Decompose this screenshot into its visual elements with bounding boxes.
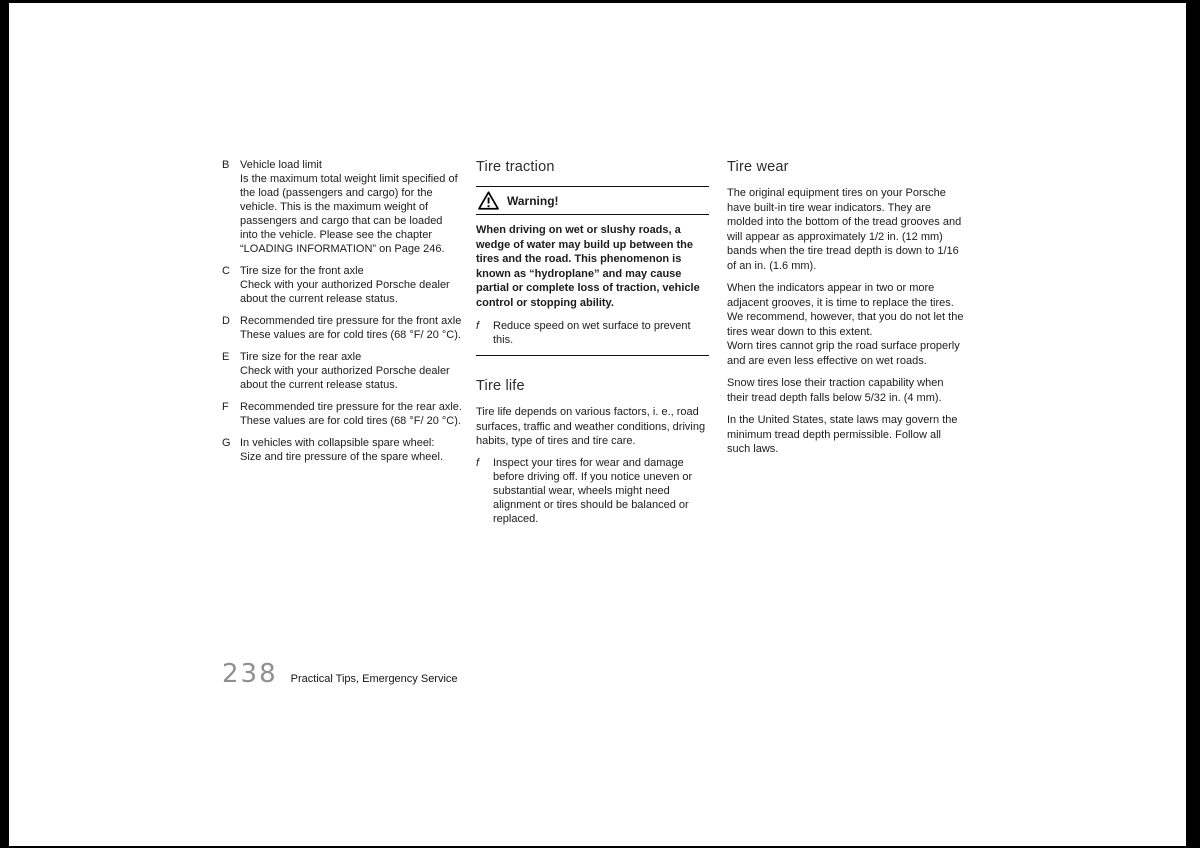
legend-key: G <box>222 437 231 449</box>
legend-body: Check with your authorized Porsche dealer about the current release status. <box>240 365 450 391</box>
legend-item-g <box>222 436 462 464</box>
action-bullet: f <box>476 456 480 469</box>
warning-triangle-icon <box>478 191 499 210</box>
legend-body: These values are for cold tires (68 °F/ 20 °C). <box>240 415 461 427</box>
action-bullet: f <box>476 320 480 332</box>
legend-item-d <box>222 314 462 342</box>
section-heading-tire-wear: Tire wear <box>727 159 789 175</box>
legend-body: Size and tire pressure of the spare wheel. <box>240 451 444 463</box>
page-footer <box>222 660 458 688</box>
scan-edge-left <box>0 0 9 848</box>
tire-wear-paragraph: In the United States, state laws may govern the minimum tread depth permissible. Follow all such laws. <box>727 414 958 455</box>
legend-title: Recommended tire pressure for the front axle <box>240 315 462 327</box>
warning-rule-bottom <box>476 355 709 356</box>
legend-title: Tire size for the rear axle <box>240 351 362 363</box>
action-item <box>476 312 709 355</box>
legend-item-c <box>222 264 462 306</box>
legend-key: D <box>222 315 230 327</box>
legend-key: C <box>222 265 230 277</box>
legend-title: Vehicle load limit <box>240 159 322 171</box>
legend-item-f <box>222 400 462 428</box>
scan-edge-top <box>0 0 1200 3</box>
action-text: Reduce speed on wet surface to prevent this. <box>493 320 691 346</box>
tire-life-section <box>476 377 709 534</box>
tire-wear-paragraph: Worn tires cannot grip the road surface properly and are even less effective on wet roads. <box>727 340 960 367</box>
scan-edge-right <box>1186 0 1200 848</box>
legend-column <box>222 158 462 472</box>
warning-title: Warning! <box>507 193 559 208</box>
legend-title: Recommended tire pressure for the rear axle. <box>240 401 462 413</box>
tire-life-intro: Tire life depends on various factors, i. e., road surfaces, traffic and weather conditions, driving habits, type of tires and tire care. <box>476 406 706 447</box>
legend-title: Tire size for the front axle <box>240 265 364 277</box>
legend-title: In vehicles with collapsible spare wheel: <box>240 437 435 449</box>
legend-key: B <box>222 159 230 171</box>
legend-item-e <box>222 350 462 392</box>
tire-wear-paragraph: Snow tires lose their traction capability when their tread depth falls below 5/32 in. (4 mm). <box>727 377 944 404</box>
legend-body: Is the maximum total weight limit specified of the load (passengers and cargo) for the vehicle. This is the maximum weight of passengers and cargo that can be loaded into the vehicle. Please see the chapter “LOADING INFORMATION” on Page 246. <box>240 173 458 255</box>
legend-body: Check with your authorized Porsche dealer about the current release status. <box>240 279 450 305</box>
page-number: 238 <box>222 659 278 689</box>
action-item <box>476 456 709 534</box>
tire-wear-column <box>727 158 964 465</box>
section-heading-tire-traction: Tire traction <box>476 159 555 175</box>
footer-section-label: Practical Tips, Emergency Service <box>290 673 458 685</box>
section-heading-tire-life: Tire life <box>476 378 525 394</box>
legend-key: F <box>222 401 229 413</box>
warning-body: When driving on wet or slushy roads, a wedge of water may build up between the tires and the road. This phenomenon is known as “hydroplane” and may cause partial or complete loss of traction, vehicle control or stopping ability. <box>476 224 700 309</box>
tire-wear-paragraph: When the indicators appear in two or more adjacent grooves, it is time to replace the tires. We recommend, however, that you do not let the tires wear down to this extent. <box>727 282 964 338</box>
tire-wear-paragraph: The original equipment tires on your Porsche have built-in tire wear indicators. They are molded into the bottom of the tread grooves and will appear as approximately 1/2 in. (12 mm) bands when the tire tread depth is down to 1/16 of an in. (1.6 mm). <box>727 187 962 272</box>
legend-item-b <box>222 158 462 256</box>
tire-traction-column <box>476 158 709 534</box>
warning-box <box>476 186 709 356</box>
legend-body: These values are for cold tires (68 °F/ 20 °C). <box>240 329 461 341</box>
legend-key: E <box>222 351 230 363</box>
action-text: Inspect your tires for wear and damage before driving off. If you notice uneven or substantial wear, wheels might need alignment or tires should be balanced or replaced. <box>493 456 693 525</box>
